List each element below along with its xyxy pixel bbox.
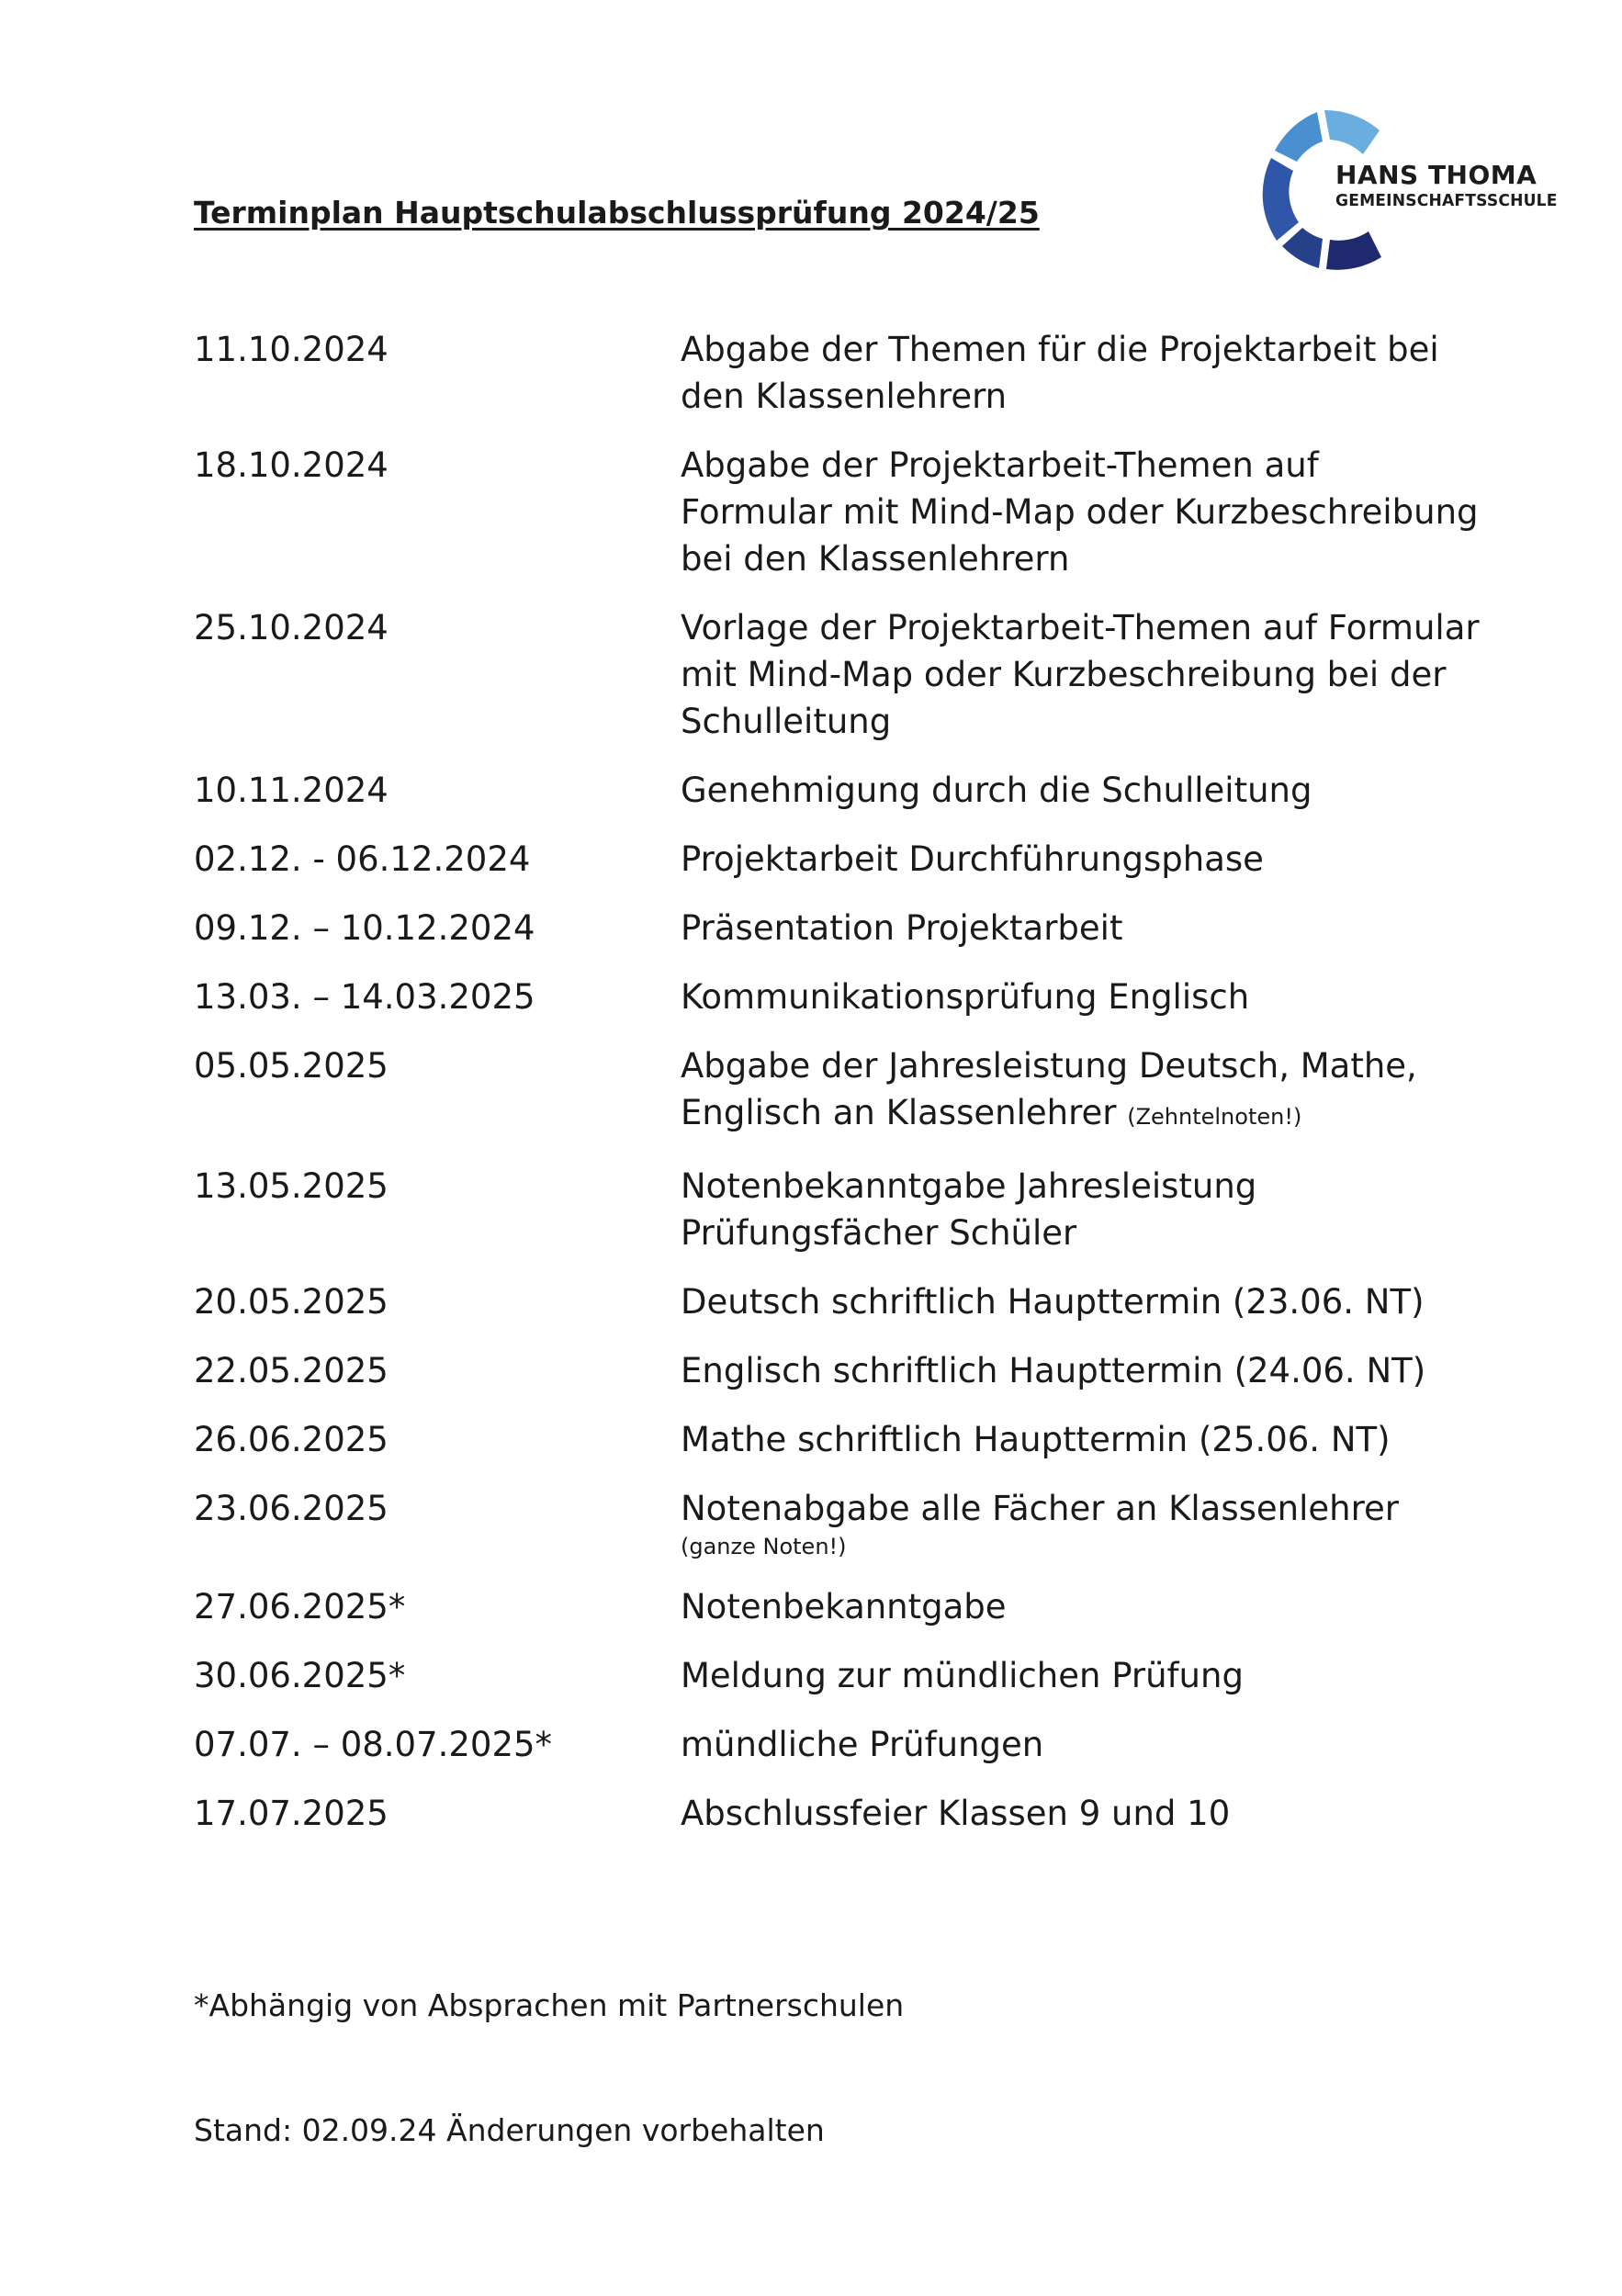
schedule-row bbox=[194, 442, 1480, 582]
schedule-date: 13.05.2025 bbox=[194, 1166, 389, 1206]
schedule-description-text: Notenabgabe alle Fächer an Klassenlehrer bbox=[681, 1489, 1399, 1528]
schedule-date: 23.06.2025 bbox=[194, 1489, 389, 1528]
schedule-description bbox=[681, 442, 1480, 582]
schedule-description bbox=[681, 767, 1480, 814]
status-note: Stand: 02.09.24 Änderungen vorbehalten bbox=[194, 2112, 825, 2148]
schedule-date: 17.07.2025 bbox=[194, 1794, 389, 1833]
schedule-description-text: Abgabe der Themen für die Projektarbeit bei den Klassenlehrern bbox=[681, 330, 1439, 416]
schedule-description-text: Genehmigung durch die Schulleitung bbox=[681, 771, 1312, 810]
schedule-row bbox=[194, 1347, 1480, 1394]
schedule-row bbox=[194, 1485, 1480, 1561]
schedule-row bbox=[194, 1042, 1480, 1141]
footnote: *Abhängig von Absprachen mit Partnerschulen bbox=[194, 1987, 905, 2023]
schedule-row bbox=[194, 1652, 1480, 1699]
schedule-description-text: Mathe schriftlich Haupttermin (25.06. NT) bbox=[681, 1420, 1391, 1459]
schedule-description bbox=[681, 1790, 1480, 1837]
schedule-description bbox=[681, 1042, 1480, 1141]
schedule-description bbox=[681, 836, 1480, 883]
schedule-description-text: Meldung zur mündlichen Prüfung bbox=[681, 1656, 1244, 1695]
schedule-note: (ganze Noten!) bbox=[681, 1534, 847, 1559]
schedule-description-text: Kommunikationsprüfung Englisch bbox=[681, 977, 1250, 1017]
schedule-row bbox=[194, 1790, 1480, 1837]
schedule-description-text: Präsentation Projektarbeit bbox=[681, 908, 1123, 948]
schedule-description-text: Notenbekanntgabe bbox=[681, 1587, 1007, 1626]
schedule-description-text: Englisch schriftlich Haupttermin (24.06. NT) bbox=[681, 1351, 1426, 1390]
schedule-description bbox=[681, 1485, 1480, 1561]
school-logo bbox=[1240, 103, 1558, 287]
schedule-date: 22.05.2025 bbox=[194, 1351, 389, 1390]
schedule-description bbox=[681, 1652, 1480, 1699]
logo-subtitle: GEMEINSCHAFTSSCHULE bbox=[1335, 191, 1558, 210]
schedule-date: 30.06.2025* bbox=[194, 1656, 406, 1695]
schedule-description-text: Projektarbeit Durchführungsphase bbox=[681, 839, 1264, 879]
schedule-date: 27.06.2025* bbox=[194, 1587, 406, 1626]
schedule-row bbox=[194, 974, 1480, 1020]
schedule-date: 10.11.2024 bbox=[194, 771, 389, 810]
schedule-row bbox=[194, 1721, 1480, 1768]
schedule-description-text: Abgabe der Projektarbeit-Themen auf Formular mit Mind-Map oder Kurzbeschreibung bei den Klassenlehrern bbox=[681, 445, 1479, 579]
schedule-description bbox=[681, 1163, 1480, 1256]
schedule-date: 07.07. – 08.07.2025* bbox=[194, 1725, 553, 1764]
schedule-description-text: Abschlussfeier Klassen 9 und 10 bbox=[681, 1794, 1231, 1833]
logo-name: HANS THOMA bbox=[1335, 160, 1538, 190]
schedule-row bbox=[194, 604, 1480, 745]
schedule-date: 11.10.2024 bbox=[194, 330, 389, 369]
schedule-description-text: Abgabe der Jahresleistung Deutsch, Mathe, Englisch an Klassenlehrer bbox=[681, 1046, 1417, 1132]
schedule-note: (Zehntelnoten!) bbox=[1127, 1104, 1302, 1130]
page-title: Terminplan Hauptschulabschlussprüfung 2024/25 bbox=[194, 195, 1040, 231]
schedule-description bbox=[681, 604, 1480, 745]
schedule-date: 20.05.2025 bbox=[194, 1282, 389, 1322]
schedule-description bbox=[681, 326, 1480, 420]
schedule-row bbox=[194, 905, 1480, 951]
schedule-date: 26.06.2025 bbox=[194, 1420, 389, 1459]
schedule-description bbox=[681, 1721, 1480, 1768]
schedule-row bbox=[194, 1583, 1480, 1630]
schedule-row bbox=[194, 1278, 1480, 1325]
schedule-date: 02.12. - 06.12.2024 bbox=[194, 839, 531, 879]
schedule-description bbox=[681, 1278, 1480, 1325]
schedule-description-text: mündliche Prüfungen bbox=[681, 1725, 1044, 1764]
schedule-row bbox=[194, 326, 1480, 420]
schedule-row bbox=[194, 836, 1480, 883]
schedule-description-text: Vorlage der Projektarbeit-Themen auf Formular mit Mind-Map oder Kurzbeschreibung bei der Schulleitung bbox=[681, 608, 1480, 741]
schedule-date: 18.10.2024 bbox=[194, 445, 389, 485]
schedule-row bbox=[194, 767, 1480, 814]
schedule-description bbox=[681, 1583, 1480, 1630]
schedule-list bbox=[194, 326, 1480, 1859]
schedule-description-text: Deutsch schriftlich Haupttermin (23.06. NT) bbox=[681, 1282, 1425, 1322]
schedule-date: 05.05.2025 bbox=[194, 1046, 389, 1086]
schedule-description bbox=[681, 974, 1480, 1020]
schedule-description-text: Notenbekanntgabe Jahresleistung Prüfungsfächer Schüler bbox=[681, 1166, 1257, 1253]
schedule-description bbox=[681, 1347, 1480, 1394]
schedule-date: 25.10.2024 bbox=[194, 608, 389, 647]
schedule-row bbox=[194, 1416, 1480, 1463]
schedule-date: 09.12. – 10.12.2024 bbox=[194, 908, 535, 948]
schedule-date: 13.03. – 14.03.2025 bbox=[194, 977, 535, 1017]
schedule-description bbox=[681, 1416, 1480, 1463]
schedule-description bbox=[681, 905, 1480, 951]
schedule-row bbox=[194, 1163, 1480, 1256]
